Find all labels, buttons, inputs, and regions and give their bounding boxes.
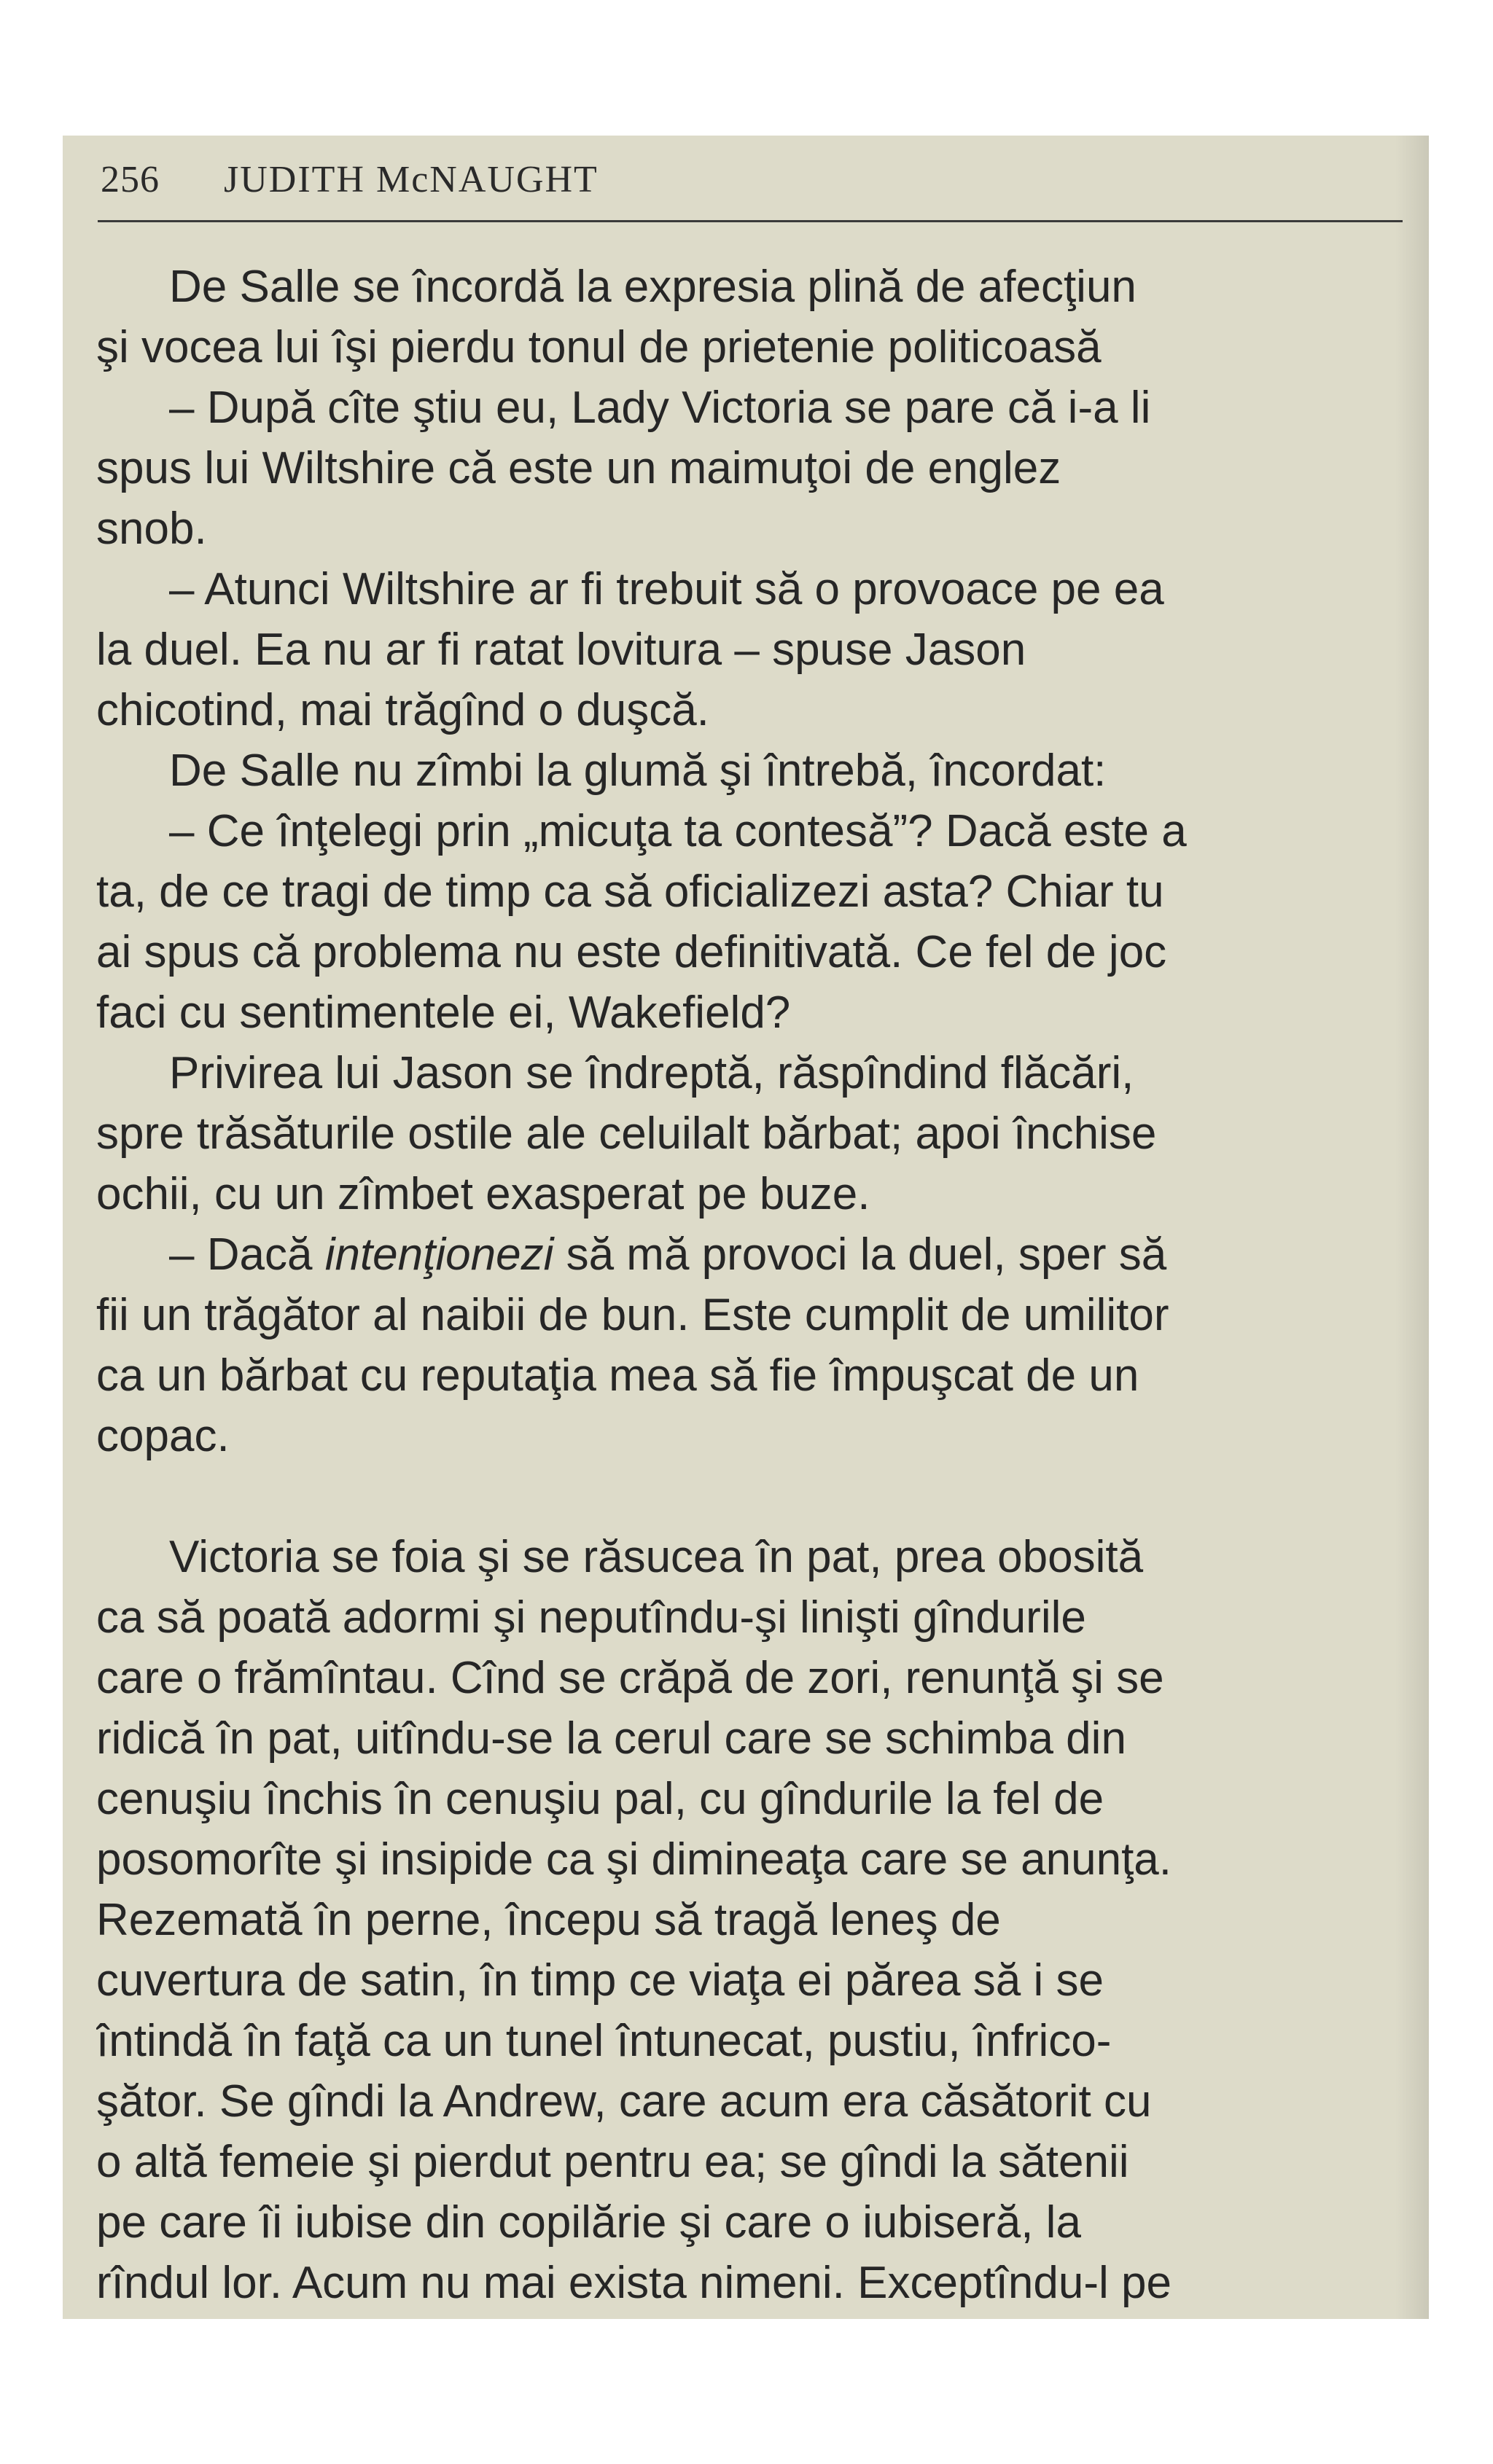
text-line: şător. Se gîndi la Andrew, care acum era căsătorit cu [96, 2076, 1152, 2127]
text-line: De Salle nu zîmbi la glumă şi întrebă, încordat: [169, 746, 1107, 796]
paragraph [96, 378, 1401, 559]
text-line: fii un trăgător al naibii de bun. Este cumplit de umilitor [96, 1290, 1169, 1340]
paragraph [96, 801, 1401, 1043]
page-number: 256 [101, 158, 160, 200]
header-rule [98, 220, 1403, 222]
text-line: Victoria se foia şi se răsucea în pat, prea obosită [169, 1532, 1144, 1582]
paragraph [96, 740, 1401, 801]
text-line: De Salle se încordă la expresia plină de afecţiun [169, 262, 1137, 312]
text-line: chicotind, mai trăgînd o duşcă. [96, 685, 709, 735]
text-line: posomorîte şi insipide ca şi dimineaţa care se anunţa. [96, 1834, 1172, 1885]
paragraph [96, 1224, 1401, 1466]
text-line: Rezemată în perne, începu să tragă leneş de [96, 1895, 1001, 1945]
running-header [101, 152, 1406, 207]
text-line: spus lui Wiltshire că este un maimuţoi de englez [96, 443, 1061, 493]
text-segment: – Dacă [169, 1229, 313, 1280]
text-line: spre trăsăturile ostile ale celuilalt bărbat; apoi închise [96, 1108, 1157, 1159]
running-head-author: JUDITH McNAUGHT [224, 158, 599, 200]
paragraph [96, 559, 1401, 740]
text-line: faci cu sentimentele ei, Wakefield? [96, 987, 791, 1038]
paragraph [96, 257, 1401, 378]
text-segment: să mă provoci la duel, sper să [566, 1229, 1167, 1280]
text-line: cenuşiu închis în cenuşiu pal, cu gîndurile la fel de [96, 1774, 1104, 1824]
section-break [96, 1466, 1401, 1527]
text-line: copac. [96, 1411, 230, 1461]
book-page [63, 136, 1429, 2319]
text-line: o altă femeie şi pierdut pentru ea; se gîndi la sătenii [96, 2137, 1129, 2187]
text-line: Privirea lui Jason se îndreptă, răspîndind flăcări, [169, 1048, 1134, 1098]
text-line: ridică în pat, uitîndu-se la cerul care se schimba din [96, 1713, 1126, 1764]
text-line: ai spus că problema nu este definitivată. Ce fel de joc [96, 927, 1167, 977]
text-line: snob. [96, 504, 207, 554]
text-line: ca un bărbat cu reputaţia mea să fie împuşcat de un [96, 1350, 1139, 1401]
text-line: la duel. Ea nu ar fi ratat lovitura – spuse Jason [96, 625, 1026, 675]
text-line [96, 1224, 1401, 1285]
text-line: ta, de ce tragi de timp ca să oficializezi asta? Chiar tu [96, 867, 1164, 917]
text-line: – Ce înţelegi prin „micuţa ta contesă”? Dacă este a [169, 806, 1187, 856]
text-line: pe care îi iubise din copilărie şi care o iubiseră, la [96, 2197, 1081, 2248]
text-line: ca să poată adormi şi neputîndu-şi linişti gîndurile [96, 1592, 1086, 1643]
text-line: ochii, cu un zîmbet exasperat pe buze. [96, 1169, 870, 1219]
text-line: şi vocea lui îşi pierdu tonul de prietenie politicoasă [96, 322, 1102, 372]
paragraph [96, 1043, 1401, 1224]
text-line: cuvertura de satin, în timp ce viaţa ei părea să i se [96, 1955, 1104, 2006]
text-line: – Atunci Wiltshire ar fi trebuit să o provoace pe ea [169, 564, 1164, 614]
text-line: care o frămîntau. Cînd se crăpă de zori, renunţă şi se [96, 1653, 1164, 1703]
text-line: întindă în faţă ca un tunel întunecat, pustiu, înfrico- [96, 2016, 1112, 2066]
paragraph [96, 1527, 1401, 2313]
text-line: – După cîte ştiu eu, Lady Victoria se pare că i-a li [169, 383, 1151, 433]
italic-emphasis: intenţionezi [324, 1229, 554, 1280]
text-line: rîndul lor. Acum nu mai exista nimeni. Exceptîndu-l pe [96, 2258, 1172, 2308]
body-text [96, 257, 1401, 2313]
